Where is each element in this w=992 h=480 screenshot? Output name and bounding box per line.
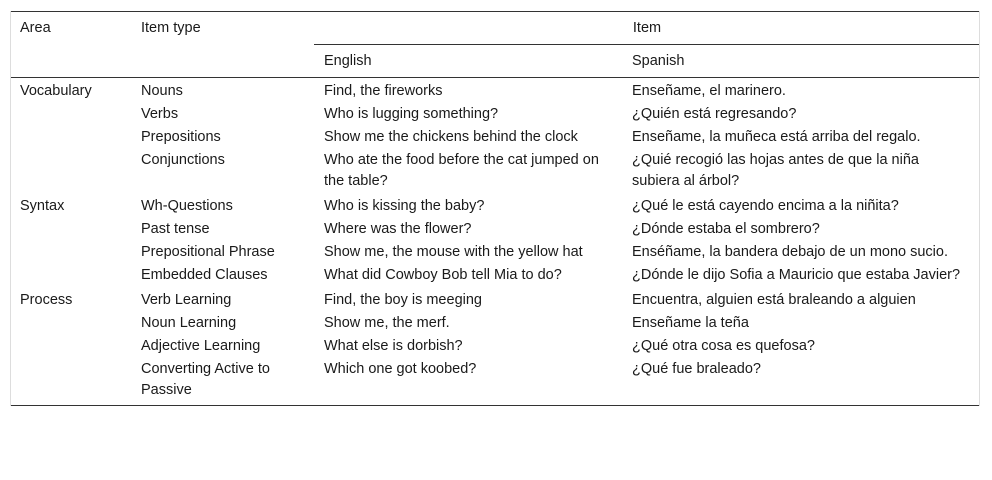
item-type-cell: Prepositions bbox=[141, 129, 221, 145]
spanish-cell: Encuentra, alguien está braleando a alguien bbox=[632, 292, 916, 308]
table-row bbox=[10, 287, 980, 312]
spanish-cell: ¿Dónde le dijo Sofia a Mauricio que estaba Javier? bbox=[632, 267, 961, 283]
english-cell: What did Cowboy Bob tell Mia to do? bbox=[324, 267, 562, 283]
area-cell bbox=[10, 312, 131, 335]
table-row bbox=[10, 193, 980, 218]
table-body bbox=[10, 78, 980, 406]
table-row bbox=[10, 149, 980, 193]
table-row bbox=[10, 358, 980, 406]
english-cell: Show me, the merf. bbox=[324, 315, 450, 331]
header-spanish: Spanish bbox=[622, 45, 980, 78]
items-table bbox=[10, 11, 980, 406]
english-cell: What else is dorbish? bbox=[324, 338, 463, 354]
item-type-cell: Past tense bbox=[141, 221, 210, 237]
english-cell: Who ate the food before the cat jumped on the table? bbox=[324, 152, 599, 189]
spanish-cell: Enseñame, el marinero. bbox=[632, 83, 786, 99]
table-row bbox=[10, 264, 980, 287]
header-item-type: Item type bbox=[131, 12, 314, 78]
spanish-cell: ¿Qué le está cayendo encima a la niñita? bbox=[632, 198, 899, 214]
area-cell bbox=[10, 149, 131, 193]
item-type-cell: Nouns bbox=[141, 83, 183, 99]
item-type-cell: Embedded Clauses bbox=[141, 267, 268, 283]
area-cell bbox=[10, 126, 131, 149]
table-row bbox=[10, 335, 980, 358]
item-type-cell: Noun Learning bbox=[141, 315, 237, 331]
table-row bbox=[10, 126, 980, 149]
area-cell bbox=[10, 335, 131, 358]
english-cell: Show me, the mouse with the yellow hat bbox=[324, 244, 583, 260]
spanish-cell: ¿Qué otra cosa es quefosa? bbox=[632, 338, 815, 354]
spanish-cell: Enseñame la teña bbox=[632, 315, 749, 331]
spanish-cell: Enseñame, la muñeca está arriba del regalo. bbox=[632, 129, 921, 145]
english-cell: Find, the boy is meeging bbox=[324, 292, 482, 308]
english-cell: Where was the flower? bbox=[324, 221, 472, 237]
table-row bbox=[10, 78, 980, 104]
area-cell bbox=[10, 241, 131, 264]
table-row bbox=[10, 218, 980, 241]
area-cell: Process bbox=[20, 292, 73, 308]
spanish-cell: ¿Quié recogió las hojas antes de que la niña subiera al árbol? bbox=[632, 152, 919, 189]
english-cell: Show me the chickens behind the clock bbox=[324, 129, 578, 145]
table-left-edge bbox=[10, 11, 11, 406]
spanish-cell: ¿Dónde estaba el sombrero? bbox=[632, 221, 820, 237]
header-english: English bbox=[314, 45, 622, 78]
item-type-cell: Prepositional Phrase bbox=[141, 244, 275, 260]
table-row bbox=[10, 312, 980, 335]
area-cell: Vocabulary bbox=[20, 83, 92, 99]
spanish-cell: ¿Qué fue braleado? bbox=[622, 358, 980, 406]
area-cell bbox=[10, 264, 131, 287]
table-row bbox=[10, 103, 980, 126]
table-container bbox=[10, 11, 980, 406]
item-type-cell: Verb Learning bbox=[141, 292, 232, 308]
area-cell bbox=[10, 218, 131, 241]
english-cell: Who is kissing the baby? bbox=[324, 198, 485, 214]
table-row bbox=[10, 241, 980, 264]
spanish-cell: Enséñame, la bandera debajo de un mono sucio. bbox=[632, 244, 948, 260]
english-cell: Which one got koobed? bbox=[314, 358, 622, 406]
item-type-cell: Adjective Learning bbox=[141, 338, 261, 354]
spanish-cell: ¿Quién está regresando? bbox=[632, 106, 797, 122]
item-type-cell: Conjunctions bbox=[141, 152, 225, 168]
header-item: Item bbox=[314, 12, 980, 45]
area-cell bbox=[10, 358, 131, 406]
area-cell: Syntax bbox=[20, 198, 65, 214]
item-type-cell: Converting Active to Passive bbox=[131, 358, 314, 406]
header-area: Area bbox=[10, 12, 131, 78]
item-type-cell: Verbs bbox=[141, 106, 179, 122]
english-cell: Find, the fireworks bbox=[324, 83, 443, 99]
area-cell bbox=[10, 103, 131, 126]
english-cell: Who is lugging something? bbox=[324, 106, 499, 122]
table-header bbox=[10, 12, 980, 78]
item-type-cell: Wh-Questions bbox=[141, 198, 233, 214]
table-right-edge bbox=[979, 11, 980, 406]
